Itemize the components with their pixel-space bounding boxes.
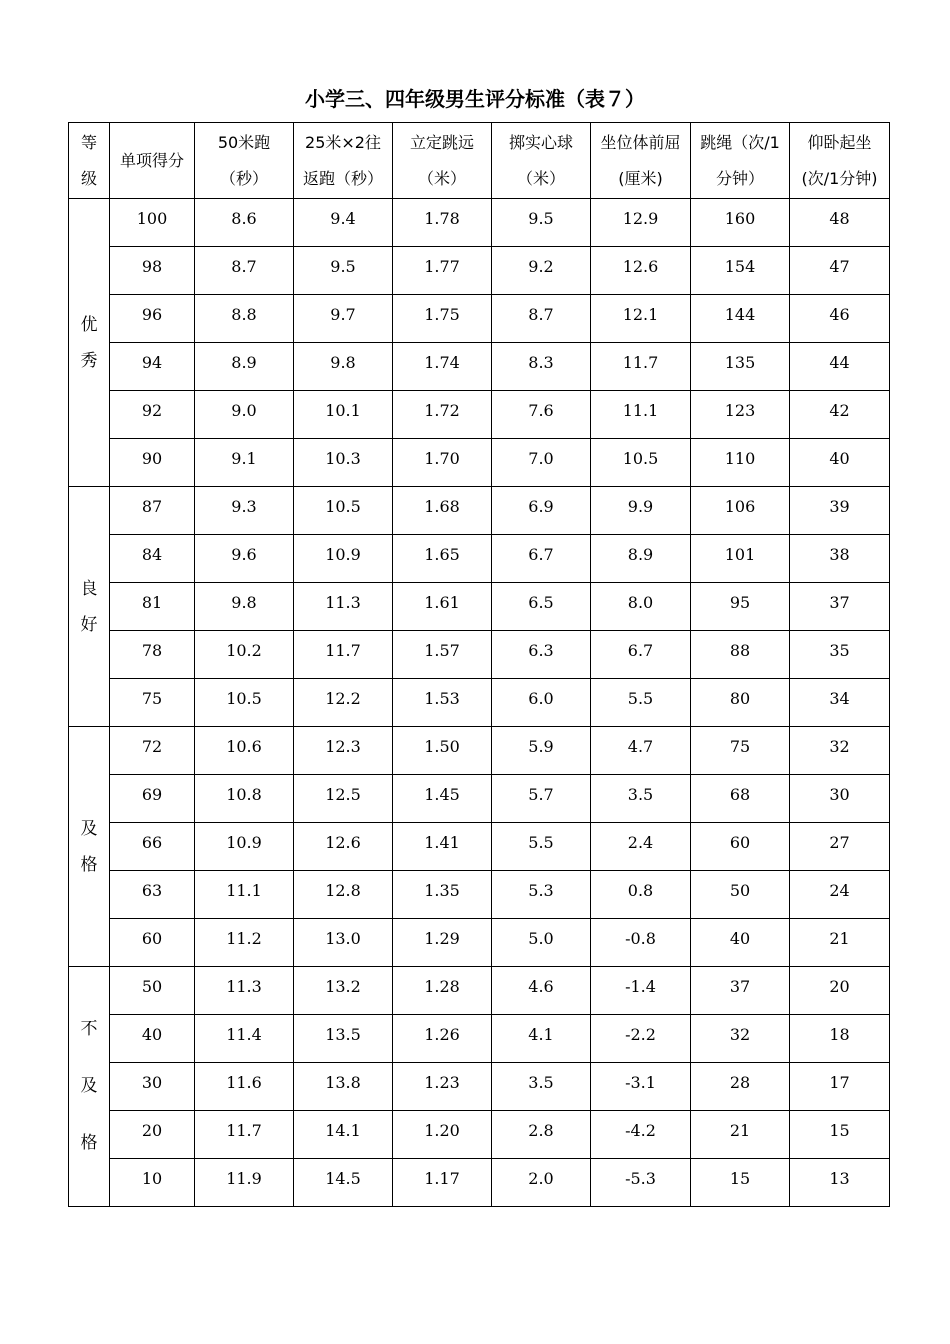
table-row xyxy=(69,775,890,823)
table-row xyxy=(69,391,890,439)
cell-shuttle-run: 10.3 xyxy=(294,439,393,487)
cell-standing-jump: 1.41 xyxy=(393,823,492,871)
cell-50m-run: 8.7 xyxy=(195,247,294,295)
cell-sit-ups: 30 xyxy=(790,775,890,823)
cell-sit-ups: 39 xyxy=(790,487,890,535)
table-row xyxy=(69,295,890,343)
cell-50m-run: 11.2 xyxy=(195,919,294,967)
cell-sit-and-reach: 10.5 xyxy=(591,439,691,487)
cell-ball-throw: 5.0 xyxy=(492,919,591,967)
cell-sit-ups: 35 xyxy=(790,631,890,679)
cell-rope-skipping: 15 xyxy=(691,1159,790,1207)
cell-shuttle-run: 14.1 xyxy=(294,1111,393,1159)
cell-shuttle-run: 10.1 xyxy=(294,391,393,439)
cell-sit-ups: 37 xyxy=(790,583,890,631)
cell-rope-skipping: 32 xyxy=(691,1015,790,1063)
cell-ball-throw: 9.2 xyxy=(492,247,591,295)
cell-rope-skipping: 95 xyxy=(691,583,790,631)
header-50m-run: 50米跑 （秒） xyxy=(195,123,294,199)
cell-rope-skipping: 160 xyxy=(691,199,790,247)
cell-rope-skipping: 80 xyxy=(691,679,790,727)
cell-50m-run: 11.7 xyxy=(195,1111,294,1159)
table-row xyxy=(69,1159,890,1207)
cell-sit-ups: 42 xyxy=(790,391,890,439)
cell-rope-skipping: 68 xyxy=(691,775,790,823)
cell-shuttle-run: 9.7 xyxy=(294,295,393,343)
cell-rope-skipping: 75 xyxy=(691,727,790,775)
cell-sit-and-reach: 11.7 xyxy=(591,343,691,391)
grade-label: 优 秀 xyxy=(69,199,110,487)
table-row xyxy=(69,1015,890,1063)
cell-sit-and-reach: 9.9 xyxy=(591,487,691,535)
grade-label: 良 好 xyxy=(69,487,110,727)
cell-50m-run: 11.9 xyxy=(195,1159,294,1207)
cell-sit-ups: 24 xyxy=(790,871,890,919)
cell-score: 84 xyxy=(110,535,195,583)
page-title: 小学三、四年级男生评分标准（表７） xyxy=(305,87,645,111)
cell-score: 87 xyxy=(110,487,195,535)
cell-rope-skipping: 101 xyxy=(691,535,790,583)
cell-ball-throw: 7.6 xyxy=(492,391,591,439)
cell-ball-throw: 2.0 xyxy=(492,1159,591,1207)
table-row xyxy=(69,583,890,631)
cell-standing-jump: 1.57 xyxy=(393,631,492,679)
table-body xyxy=(69,199,890,1207)
cell-ball-throw: 6.9 xyxy=(492,487,591,535)
cell-ball-throw: 6.3 xyxy=(492,631,591,679)
cell-standing-jump: 1.20 xyxy=(393,1111,492,1159)
cell-rope-skipping: 60 xyxy=(691,823,790,871)
header-row xyxy=(69,123,890,199)
cell-50m-run: 9.6 xyxy=(195,535,294,583)
cell-sit-and-reach: 8.0 xyxy=(591,583,691,631)
cell-sit-and-reach: 6.7 xyxy=(591,631,691,679)
cell-shuttle-run: 10.5 xyxy=(294,487,393,535)
header-grade: 等 级 xyxy=(69,123,110,199)
cell-sit-and-reach: 3.5 xyxy=(591,775,691,823)
cell-sit-and-reach: -4.2 xyxy=(591,1111,691,1159)
cell-sit-ups: 13 xyxy=(790,1159,890,1207)
cell-shuttle-run: 12.8 xyxy=(294,871,393,919)
cell-standing-jump: 1.70 xyxy=(393,439,492,487)
header-sit-and-reach: 坐位体前屈 (厘米) xyxy=(591,123,691,199)
cell-shuttle-run: 13.8 xyxy=(294,1063,393,1111)
table-row xyxy=(69,1063,890,1111)
cell-shuttle-run: 11.7 xyxy=(294,631,393,679)
cell-score: 50 xyxy=(110,967,195,1015)
cell-50m-run: 11.4 xyxy=(195,1015,294,1063)
cell-sit-ups: 21 xyxy=(790,919,890,967)
grade-label: 不 及 格 xyxy=(69,967,110,1207)
cell-score: 100 xyxy=(110,199,195,247)
cell-rope-skipping: 28 xyxy=(691,1063,790,1111)
cell-50m-run: 8.9 xyxy=(195,343,294,391)
cell-standing-jump: 1.28 xyxy=(393,967,492,1015)
cell-rope-skipping: 88 xyxy=(691,631,790,679)
cell-shuttle-run: 9.5 xyxy=(294,247,393,295)
cell-rope-skipping: 110 xyxy=(691,439,790,487)
cell-standing-jump: 1.61 xyxy=(393,583,492,631)
cell-ball-throw: 2.8 xyxy=(492,1111,591,1159)
cell-score: 66 xyxy=(110,823,195,871)
cell-50m-run: 8.6 xyxy=(195,199,294,247)
cell-sit-ups: 34 xyxy=(790,679,890,727)
cell-score: 30 xyxy=(110,1063,195,1111)
cell-sit-ups: 47 xyxy=(790,247,890,295)
cell-50m-run: 10.5 xyxy=(195,679,294,727)
cell-standing-jump: 1.45 xyxy=(393,775,492,823)
cell-50m-run: 9.8 xyxy=(195,583,294,631)
cell-50m-run: 9.1 xyxy=(195,439,294,487)
cell-ball-throw: 3.5 xyxy=(492,1063,591,1111)
cell-sit-and-reach: 12.6 xyxy=(591,247,691,295)
header-sit-ups: 仰卧起坐 (次/1分钟) xyxy=(790,123,890,199)
cell-score: 92 xyxy=(110,391,195,439)
table-row xyxy=(69,631,890,679)
cell-shuttle-run: 11.3 xyxy=(294,583,393,631)
cell-ball-throw: 8.3 xyxy=(492,343,591,391)
cell-sit-and-reach: 4.7 xyxy=(591,727,691,775)
cell-score: 75 xyxy=(110,679,195,727)
table-row xyxy=(69,871,890,919)
cell-score: 10 xyxy=(110,1159,195,1207)
cell-ball-throw: 5.5 xyxy=(492,823,591,871)
cell-50m-run: 10.2 xyxy=(195,631,294,679)
cell-rope-skipping: 50 xyxy=(691,871,790,919)
cell-sit-and-reach: 12.1 xyxy=(591,295,691,343)
cell-standing-jump: 1.75 xyxy=(393,295,492,343)
cell-shuttle-run: 14.5 xyxy=(294,1159,393,1207)
cell-rope-skipping: 123 xyxy=(691,391,790,439)
cell-shuttle-run: 12.5 xyxy=(294,775,393,823)
cell-rope-skipping: 135 xyxy=(691,343,790,391)
cell-sit-ups: 46 xyxy=(790,295,890,343)
cell-score: 60 xyxy=(110,919,195,967)
cell-standing-jump: 1.26 xyxy=(393,1015,492,1063)
cell-50m-run: 10.9 xyxy=(195,823,294,871)
cell-ball-throw: 8.7 xyxy=(492,295,591,343)
cell-sit-and-reach: 0.8 xyxy=(591,871,691,919)
header-rope-skipping: 跳绳（次/1 分钟） xyxy=(691,123,790,199)
cell-ball-throw: 6.5 xyxy=(492,583,591,631)
cell-sit-ups: 17 xyxy=(790,1063,890,1111)
cell-50m-run: 11.3 xyxy=(195,967,294,1015)
table-row xyxy=(69,199,890,247)
cell-standing-jump: 1.29 xyxy=(393,919,492,967)
cell-score: 63 xyxy=(110,871,195,919)
cell-50m-run: 9.0 xyxy=(195,391,294,439)
cell-rope-skipping: 144 xyxy=(691,295,790,343)
table-row xyxy=(69,1111,890,1159)
grade-label: 及 格 xyxy=(69,727,110,967)
cell-sit-and-reach: -0.8 xyxy=(591,919,691,967)
cell-sit-ups: 15 xyxy=(790,1111,890,1159)
cell-ball-throw: 4.6 xyxy=(492,967,591,1015)
table-row xyxy=(69,919,890,967)
cell-standing-jump: 1.50 xyxy=(393,727,492,775)
header-ball-throw: 掷实心球 （米） xyxy=(492,123,591,199)
table-row xyxy=(69,823,890,871)
cell-sit-and-reach: -2.2 xyxy=(591,1015,691,1063)
cell-score: 40 xyxy=(110,1015,195,1063)
cell-standing-jump: 1.17 xyxy=(393,1159,492,1207)
header-standing-jump: 立定跳远 （米） xyxy=(393,123,492,199)
cell-sit-and-reach: 11.1 xyxy=(591,391,691,439)
table-row xyxy=(69,487,890,535)
cell-sit-ups: 38 xyxy=(790,535,890,583)
cell-sit-and-reach: -3.1 xyxy=(591,1063,691,1111)
cell-sit-ups: 44 xyxy=(790,343,890,391)
cell-50m-run: 11.6 xyxy=(195,1063,294,1111)
cell-standing-jump: 1.72 xyxy=(393,391,492,439)
cell-sit-ups: 48 xyxy=(790,199,890,247)
cell-shuttle-run: 13.0 xyxy=(294,919,393,967)
table-row xyxy=(69,967,890,1015)
cell-score: 20 xyxy=(110,1111,195,1159)
cell-50m-run: 9.3 xyxy=(195,487,294,535)
cell-shuttle-run: 9.8 xyxy=(294,343,393,391)
cell-ball-throw: 5.7 xyxy=(492,775,591,823)
cell-sit-and-reach: 5.5 xyxy=(591,679,691,727)
cell-shuttle-run: 12.2 xyxy=(294,679,393,727)
cell-standing-jump: 1.68 xyxy=(393,487,492,535)
cell-sit-ups: 40 xyxy=(790,439,890,487)
cell-shuttle-run: 12.6 xyxy=(294,823,393,871)
cell-score: 96 xyxy=(110,295,195,343)
cell-sit-ups: 32 xyxy=(790,727,890,775)
scoring-standard-table xyxy=(68,122,890,1207)
table-row xyxy=(69,439,890,487)
header-score: 单项得分 xyxy=(110,123,195,199)
cell-sit-ups: 20 xyxy=(790,967,890,1015)
cell-rope-skipping: 21 xyxy=(691,1111,790,1159)
cell-sit-ups: 27 xyxy=(790,823,890,871)
table-row xyxy=(69,679,890,727)
cell-standing-jump: 1.78 xyxy=(393,199,492,247)
table-row xyxy=(69,247,890,295)
cell-ball-throw: 4.1 xyxy=(492,1015,591,1063)
cell-standing-jump: 1.65 xyxy=(393,535,492,583)
cell-shuttle-run: 13.2 xyxy=(294,967,393,1015)
cell-score: 72 xyxy=(110,727,195,775)
cell-sit-and-reach: 12.9 xyxy=(591,199,691,247)
cell-shuttle-run: 12.3 xyxy=(294,727,393,775)
cell-sit-and-reach: -1.4 xyxy=(591,967,691,1015)
cell-score: 94 xyxy=(110,343,195,391)
cell-standing-jump: 1.74 xyxy=(393,343,492,391)
cell-rope-skipping: 154 xyxy=(691,247,790,295)
cell-shuttle-run: 10.9 xyxy=(294,535,393,583)
cell-sit-and-reach: 8.9 xyxy=(591,535,691,583)
cell-50m-run: 8.8 xyxy=(195,295,294,343)
cell-sit-ups: 18 xyxy=(790,1015,890,1063)
cell-ball-throw: 5.9 xyxy=(492,727,591,775)
cell-sit-and-reach: -5.3 xyxy=(591,1159,691,1207)
cell-50m-run: 10.8 xyxy=(195,775,294,823)
cell-score: 69 xyxy=(110,775,195,823)
cell-ball-throw: 5.3 xyxy=(492,871,591,919)
cell-rope-skipping: 37 xyxy=(691,967,790,1015)
cell-ball-throw: 7.0 xyxy=(492,439,591,487)
cell-50m-run: 10.6 xyxy=(195,727,294,775)
cell-sit-and-reach: 2.4 xyxy=(591,823,691,871)
cell-score: 78 xyxy=(110,631,195,679)
header-shuttle-run: 25米×2往 返跑（秒） xyxy=(294,123,393,199)
cell-standing-jump: 1.35 xyxy=(393,871,492,919)
cell-shuttle-run: 13.5 xyxy=(294,1015,393,1063)
cell-ball-throw: 6.7 xyxy=(492,535,591,583)
table-row xyxy=(69,727,890,775)
cell-rope-skipping: 106 xyxy=(691,487,790,535)
cell-standing-jump: 1.53 xyxy=(393,679,492,727)
cell-50m-run: 11.1 xyxy=(195,871,294,919)
cell-shuttle-run: 9.4 xyxy=(294,199,393,247)
cell-ball-throw: 9.5 xyxy=(492,199,591,247)
cell-score: 81 xyxy=(110,583,195,631)
cell-score: 90 xyxy=(110,439,195,487)
cell-standing-jump: 1.23 xyxy=(393,1063,492,1111)
cell-rope-skipping: 40 xyxy=(691,919,790,967)
cell-standing-jump: 1.77 xyxy=(393,247,492,295)
cell-score: 98 xyxy=(110,247,195,295)
table-row xyxy=(69,535,890,583)
cell-ball-throw: 6.0 xyxy=(492,679,591,727)
table-row xyxy=(69,343,890,391)
